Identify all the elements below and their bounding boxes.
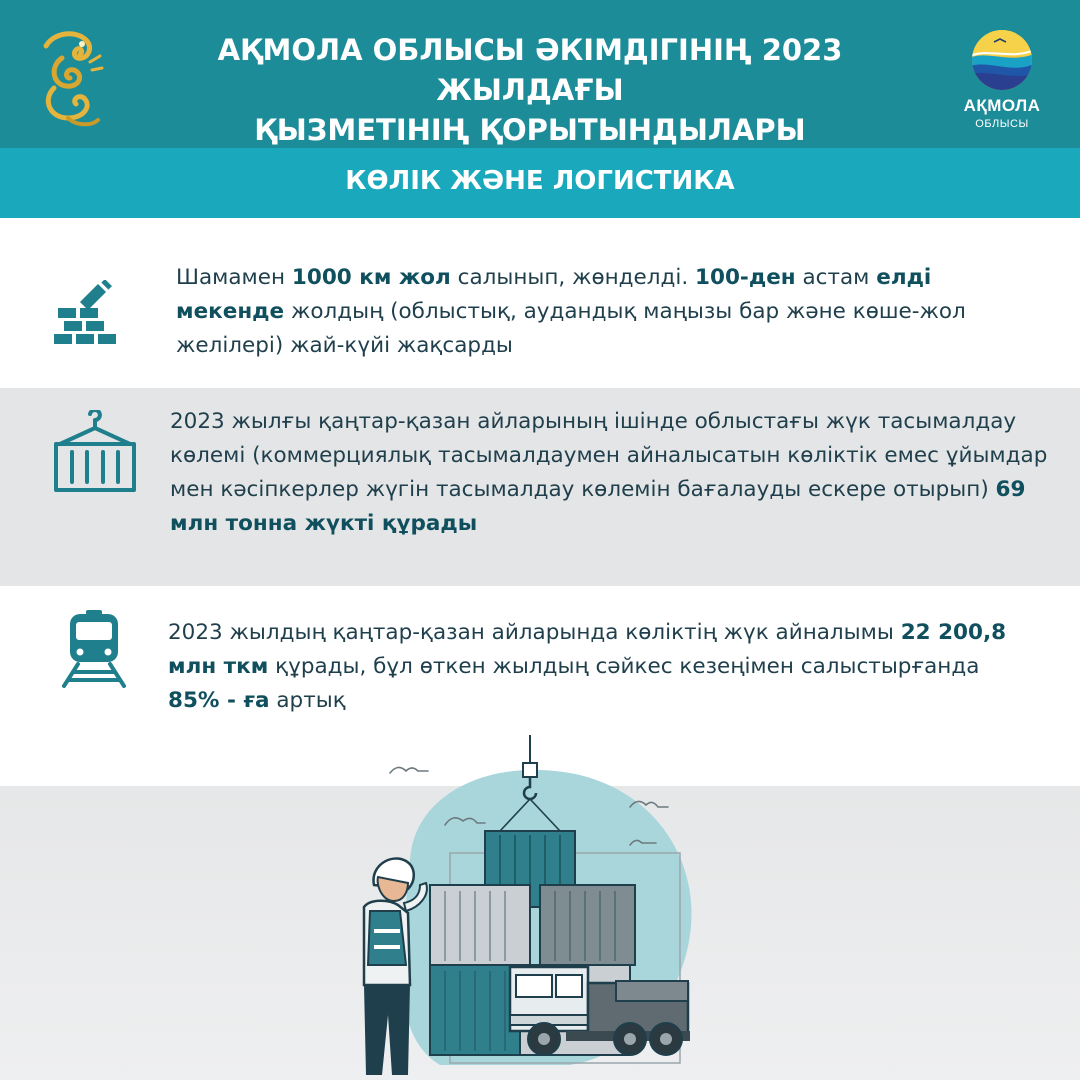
info-row-freight bbox=[0, 388, 1080, 586]
roads-highlight-count: 100-ден bbox=[695, 265, 796, 290]
title-line-1: АҚМОЛА ОБЛЫСЫ ӘКІМДІГІНІҢ 2023 ЖЫЛДАҒЫ bbox=[217, 33, 843, 107]
freight-text-part: 2023 жылғы қаңтар-қазан айларының ішінде облыстағы жүк тасымалдау көлемі (коммерциялық тасымалдаумен айналысатын көліктік емес ұйымдар мен кәсіпкерлер жүгін тасымалдау көлемін бағалауды ескере отырып) bbox=[170, 409, 1048, 502]
roads-text-part: салынып, жөнделді. bbox=[450, 265, 696, 290]
bricks-trowel-icon bbox=[50, 280, 122, 350]
logo-subtitle: ОБЛЫСЫ bbox=[975, 118, 1029, 130]
logo-name: АҚМОЛА bbox=[963, 96, 1041, 115]
info-row-roads bbox=[0, 218, 1080, 388]
turnover-text bbox=[168, 616, 1028, 718]
roads-text-part: Шамамен bbox=[176, 265, 292, 290]
cargo-container-icon bbox=[50, 410, 140, 494]
turnover-text-part: құрады, бұл өткен жылдың сәйкес кезеңімен салыстырғанда bbox=[268, 654, 980, 679]
akmola-region-logo-icon bbox=[940, 20, 1064, 96]
turnover-highlight-tkm: 22 200,8 млн ткм bbox=[168, 620, 1007, 679]
freight-highlight-volume: 69 млн тонна жүкті құрады bbox=[170, 477, 1026, 536]
train-icon bbox=[56, 610, 132, 688]
logistics-worker-containers-truck-illustration bbox=[330, 735, 730, 1080]
turnover-highlight-percent: 85% - ға bbox=[168, 688, 270, 713]
freight-text bbox=[170, 405, 1050, 541]
page-title bbox=[130, 30, 930, 150]
roads-text-part: жолдың (облыстық, аудандық маңызы бар және көше-жол желілері) жай-күйі жақсарды bbox=[176, 299, 966, 358]
roads-highlight-settlements: елді мекенде bbox=[176, 265, 932, 324]
roads-text bbox=[176, 261, 1036, 363]
snow-leopard-emblem-icon bbox=[32, 26, 106, 130]
roads-text-part: астам bbox=[795, 265, 877, 290]
section-bar bbox=[0, 148, 1080, 218]
turnover-text-part: артық bbox=[269, 688, 346, 713]
section-title: КӨЛІК ЖӘНЕ ЛОГИСТИКА bbox=[345, 166, 735, 196]
turnover-text-part: 2023 жылдың қаңтар-қазан айларында көліктің жүк айналымы bbox=[168, 620, 901, 645]
title-line-2: ҚЫЗМЕТІНІҢ ҚОРЫТЫНДЫЛАРЫ bbox=[254, 113, 806, 147]
header bbox=[0, 0, 1080, 148]
region-logo bbox=[940, 20, 1064, 140]
roads-highlight-km: 1000 км жол bbox=[291, 265, 451, 290]
